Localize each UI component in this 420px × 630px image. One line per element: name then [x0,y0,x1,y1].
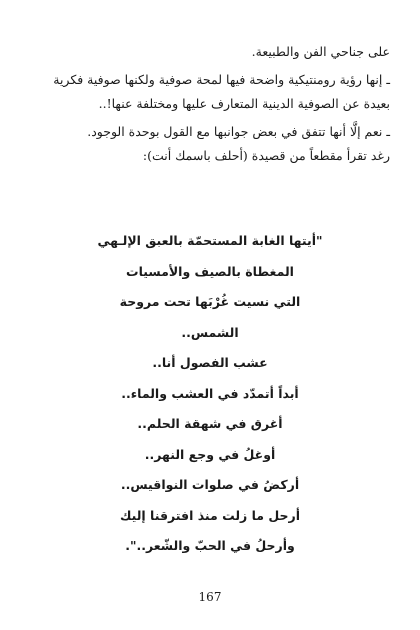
prose-block [32,40,390,168]
poem-line: وأرحلُ في الحبّ والشّعر..". [125,538,295,553]
poem-line: أركضُ في صلوات النواقيس.. [120,477,300,492]
prose-line: ـ إنها رؤية رومنتيكية واضحة فيها لمحة صوفية ولكنها صوفية فكرية [53,72,390,87]
prose-line: بعيدة عن الصوفية الدينية المتعارف عليها ومختلفة عنها!.. [98,96,390,111]
poem-line: الشمس.. [181,324,239,340]
poem-line: أبداً أتمدّد في العشب والماء.. [121,385,299,401]
page-number: 167 [198,590,222,604]
poem-line: المغطاة بالصيف والأمسيات [126,263,294,279]
poem-line: عشب الفصول أنا.. [152,355,268,370]
poem-line: أوغلُ في وجع النهر.. [144,446,276,462]
poem-line: أغرق في شهقة الحلم.. [137,416,283,431]
prose-line: رغد تقرأ مقطعاً من قصيدة (أحلف باسمك أنت): [142,148,390,163]
poem-line: التي نسيت غُرْبَها تحت مروحة [119,294,301,309]
poem-excerpt [0,226,420,562]
prose-line: على جناحي الفن والطبيعة. [251,44,390,59]
poem-line: أرحل ما زلت منذ افترقنا إليك [119,507,301,523]
prose-line: ـ نعم إلَّا أنها تتفق في بعض جوانبها مع القول بوحدة الوجود. [87,124,390,139]
poem-line: "أيتها الغابة المستحمّة بالعبق الإلـهي [97,233,323,248]
